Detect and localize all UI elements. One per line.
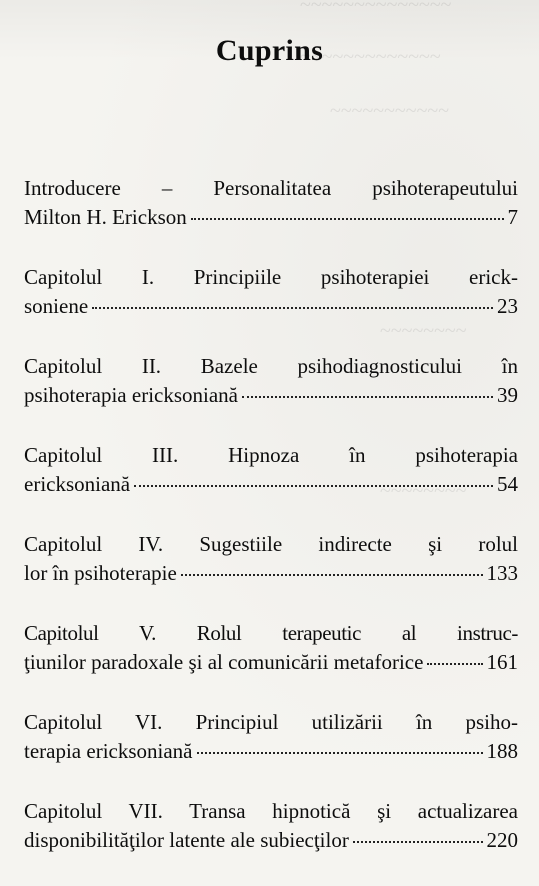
toc-entry-heading: Capitolul II. Bazele psihodiagnosticului în bbox=[24, 354, 518, 378]
page-number: 220 bbox=[486, 828, 518, 852]
toc-entry bbox=[24, 441, 518, 499]
toc-entry bbox=[24, 708, 518, 766]
dot-leader bbox=[191, 218, 504, 220]
bleed-through-text: ~~~~~~~~~~~ bbox=[330, 100, 450, 122]
bleed-through-text: ~~~~~~~~~~~~~ bbox=[300, 46, 441, 68]
toc-entry-continuation: soniene bbox=[24, 294, 89, 318]
toc-entry-heading: Capitolul III. Hipnoza în psihoterapia bbox=[24, 443, 518, 467]
toc-entry-line bbox=[24, 203, 518, 232]
toc-entry-continuation: lor în psihoterapie bbox=[24, 561, 177, 585]
dot-leader bbox=[134, 485, 493, 487]
toc-entry-continuation: Milton H. Erickson bbox=[24, 205, 187, 229]
table-of-contents bbox=[24, 174, 518, 886]
toc-entry-line bbox=[24, 648, 518, 677]
dot-leader bbox=[197, 752, 483, 754]
toc-entry-heading: Introducere – Personalitatea psihoterapeutului bbox=[24, 176, 518, 200]
page-number: 39 bbox=[497, 383, 518, 407]
toc-entry-heading: Capitolul V. Rolul terapeutic al instruc- bbox=[24, 621, 518, 645]
page-number: 7 bbox=[507, 205, 518, 229]
toc-entry-line bbox=[24, 737, 518, 766]
toc-entry bbox=[24, 619, 518, 677]
page-title: Cuprins bbox=[215, 34, 324, 67]
toc-entry-line bbox=[24, 381, 518, 410]
toc-entry bbox=[24, 174, 518, 232]
bleed-through-text: ~~~~~~~~ bbox=[380, 320, 467, 342]
toc-entry bbox=[24, 797, 518, 855]
dot-leader bbox=[92, 307, 493, 309]
toc-entry-continuation: terapia ericksoniană bbox=[24, 739, 193, 763]
toc-entry-heading: Capitolul IV. Sugestiile indirecte şi rolul bbox=[24, 532, 518, 556]
page-number: 23 bbox=[497, 294, 518, 318]
bleed-through-text: ~~~~~~~~ bbox=[380, 480, 467, 502]
toc-entry-line bbox=[24, 292, 518, 321]
toc-entry-continuation: disponibilităţilor latente ale subiecţilor bbox=[24, 828, 349, 852]
dot-leader bbox=[181, 574, 483, 576]
toc-entry-line bbox=[24, 470, 518, 499]
toc-entry-continuation: ţiunilor paradoxale şi al comunicării metaforice bbox=[24, 650, 424, 674]
toc-entry bbox=[24, 263, 518, 321]
dot-leader bbox=[242, 396, 493, 398]
toc-entry-heading: Capitolul VII. Transa hipnotică şi actualizarea bbox=[24, 799, 518, 823]
toc-entry-continuation: psihoterapia ericksoniană bbox=[24, 383, 238, 407]
bleed-through-text: ~~~~~~~~~~~~~~ bbox=[300, 0, 452, 16]
toc-entry-line bbox=[24, 559, 518, 588]
page-number: 54 bbox=[497, 472, 518, 496]
dot-leader bbox=[427, 663, 482, 665]
toc-entry-heading: Capitolul I. Principiile psihoterapiei erick- bbox=[24, 265, 518, 289]
toc-entry-line bbox=[24, 826, 518, 855]
dot-leader bbox=[353, 841, 483, 843]
page-number: 188 bbox=[486, 739, 518, 763]
toc-entry-continuation: ericksoniană bbox=[24, 472, 131, 496]
toc-entry bbox=[24, 530, 518, 588]
page-number: 133 bbox=[486, 561, 518, 585]
toc-entry bbox=[24, 352, 518, 410]
page-number: 161 bbox=[486, 650, 518, 674]
toc-entry-heading: Capitolul VI. Principiul utilizării în psiho- bbox=[24, 710, 518, 734]
